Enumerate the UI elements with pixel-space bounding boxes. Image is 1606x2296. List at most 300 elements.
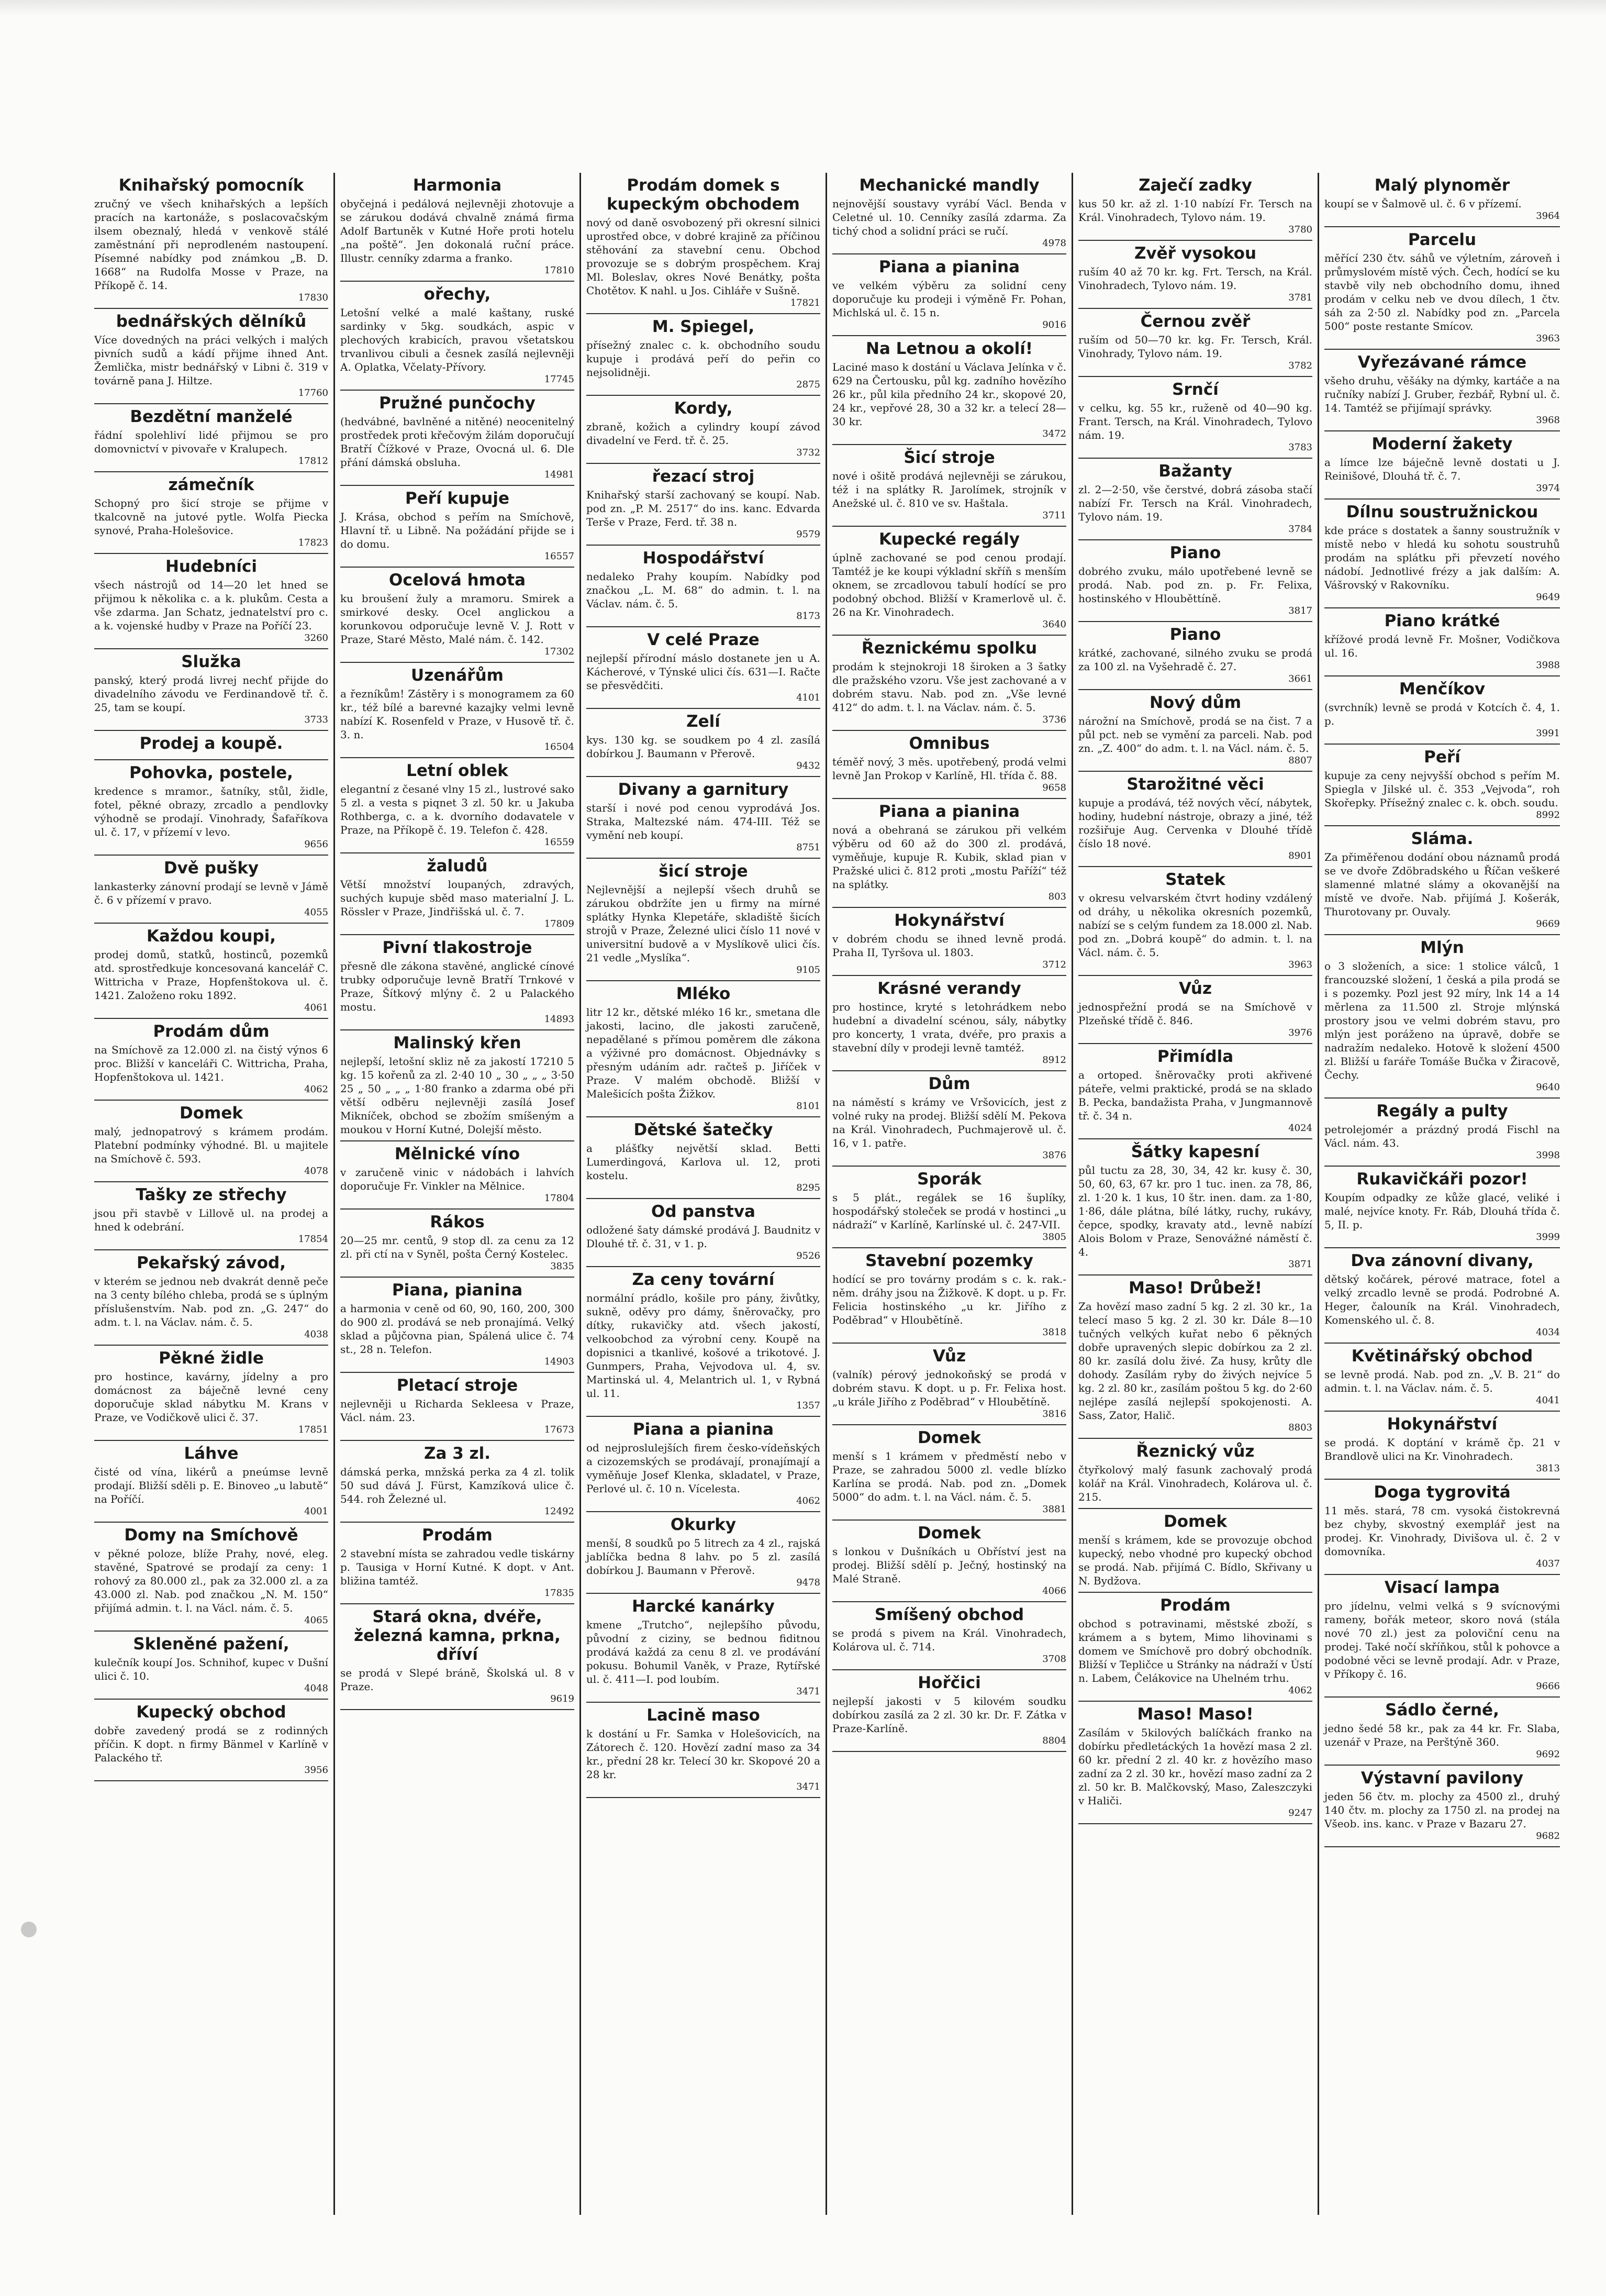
ad-heading: Dům: [928, 1074, 971, 1093]
ad-heading: Piano: [1169, 625, 1221, 644]
ad-body: se prodá s pivem na Král. Vinohradech, Kolárova ul. č. 714.: [832, 1627, 1066, 1653]
classified-ad: [832, 1071, 1066, 1167]
ad-body: úplně zachované se pod cenou prodají. Tamtéž je ke koupi výkladní skříň s menším oknem, se zrcadlovou tabulí hodící se pro podobný obchod. Bližší v Kramerlově ul. č. 26 na Kr. Vinohradech.: [832, 551, 1066, 618]
classified-ad: [1078, 377, 1312, 459]
ad-number: 3471: [796, 1686, 820, 1697]
ad-body: Více dovedných na práci velkých i malých pivních sudů a kádí přijme ihned Ant. Žemlička, mistr bednářský v Libni č. 319 v továrně pana J. Hiltze.: [94, 334, 328, 387]
ad-body: koupí se v Šalmově ul. č. 6 v přízemí.: [1324, 197, 1522, 210]
ad-number: 17812: [298, 456, 328, 467]
ad-number: 16504: [544, 741, 574, 752]
ad-number: 8912: [1042, 1055, 1066, 1066]
ad-heading: Hokynářství: [1387, 1415, 1498, 1434]
classified-ad: [1324, 1167, 1560, 1248]
ad-number: 3835: [550, 1261, 574, 1272]
ad-heading: Bezdětní manželé: [130, 407, 293, 426]
ad-body: nový od daně osvobozený při okresní silnici uprostřed obce, v dobré krajině za příčinou stěhování za stavební cenu. Obchod provozuje se s dobrým prospěchem. Kraj Ml. Boleslav, okres Nové Benátky, pošta Chotětov. K nahl. u Jos. Cihláře v Sušně.: [586, 216, 820, 297]
classified-ad: [1324, 676, 1560, 745]
ad-heading: Harcké kanárky: [632, 1597, 775, 1616]
ad-heading: Stavební pozemky: [865, 1251, 1033, 1270]
ad-number: 4041: [1536, 1395, 1560, 1406]
ad-number: 9478: [796, 1577, 820, 1588]
ad-number: 3991: [1536, 728, 1560, 739]
ad-body: půl tuctu za 28, 30, 34, 42 kr. kusy č. 30, 50, 60, 63, 67 kr. pro 1 tuc. inen. za 78, 86, zl. 1·20 k. 1 kus, 10 štr. inen. dam. za 1·80, 1·86, dále plátna, bílé látky, ruchy, rukávy, čepce, spodky, kravaty atd., levně nabízí Alois Bolom v Praze, Senovážné náměstí č. 4.: [1078, 1164, 1312, 1258]
classified-ad: [94, 1523, 328, 1632]
ad-body: prodám k stejnokroji 18 široken a 3 šatky dle pražského vzoru. Vše jest zachované a v dobrém stavu. Nab. pod zn. „Vše levné 412“ do adm. t. l. na Václav. nám. č. 5.: [832, 660, 1066, 714]
ad-number: 3998: [1536, 1150, 1560, 1161]
ad-body: normální prádlo, košile pro pány, živůtky, sukně, oděvy pro dámy, šněrovačky, pro dítky, rukavičky atd. všech jakostí, velkoobchod za výrobní ceny. Koupě na dopisnici a tkanlivé, košové a trikotové. J. Gunmpers, Praha, Vejvodova ul. 4, sv. Martinská ul. 4, Melantrich ul. 1, v Rybná ul. 11.: [586, 1292, 820, 1400]
classified-ad: [832, 1521, 1066, 1602]
ad-body: se prodá. K doptání v krámě čp. 21 v Brandlově ulici na Kr. Vinohradech.: [1324, 1436, 1560, 1462]
ad-heading: Statek: [1165, 870, 1225, 889]
ad-body: menší s krámem, kde se provozuje obchod kupecký, nebo vhodné pro kupecký obchod se prodá. Nab. přijímá C. Bídlo, Skřivany u N. Bydžova.: [1078, 1534, 1312, 1587]
classified-ad: [1078, 540, 1312, 622]
ad-heading: Řeznickému spolku: [861, 639, 1038, 658]
ad-body: a harmonia v ceně od 60, 90, 160, 200, 300 do 900 zl. prodává se neb pronajímá. Velký sklad a půjčovna pian, Spálená ulice č. 74 st., 28 n. Telefon.: [340, 1302, 574, 1356]
ad-number: 4978: [1042, 238, 1066, 249]
ad-number: 3816: [1042, 1408, 1066, 1419]
ad-body: kde práce s dostatek a šanny soustružník v místě nebo v hledá ku sohotu soustruhů prodám na splátku při převzetí nového nádobí. Jednotlivé frézy a jak dalším: A. Vášrovský v Rakovníku.: [1324, 524, 1560, 591]
classified-ad: [586, 1199, 820, 1267]
ad-heading: Za ceny tovární: [632, 1270, 775, 1289]
ad-number: 8992: [1536, 809, 1560, 820]
classified-ad: [832, 254, 1066, 336]
ad-body: lankasterky zánovní prodají se levně v Jámě č. 6 v přízemí v pravo.: [94, 880, 328, 906]
ad-body: nová a obehraná se zárukou při velkém výběru od 60 až do 300 zl. prodává, vyměňuje, kupuje R. Kubik, sklad pian v Pražské ulici č. 812 proti „mostu Paříží“ též na splátky.: [832, 824, 1066, 891]
ad-body: litr 12 kr., dětské mléko 16 kr., smetana dle jakosti, lacino, dle jakosti zaručeně, nepadělané s přímou poměrem dle zákona a výživné pro domácnost. Objednávky s přesným udáním adr. račteš p. Jiříček v Praze. V malém obchodě. Bližší v Malešicích pošta Žižkov.: [586, 1006, 820, 1100]
ad-heading: Vyřezávané rámce: [1357, 353, 1527, 372]
ad-number: 17835: [544, 1588, 574, 1599]
ad-number: 9526: [796, 1250, 820, 1261]
classified-ad: [94, 760, 328, 856]
ad-number: 4101: [796, 692, 820, 703]
ad-heading: Přimídla: [1157, 1047, 1234, 1066]
ad-heading: Piana, pianina: [392, 1281, 523, 1300]
ad-heading: Sporák: [917, 1170, 982, 1189]
classified-ad: [586, 173, 820, 314]
ad-number: 9692: [1536, 1749, 1560, 1760]
ad-number: 3711: [1042, 510, 1066, 521]
classified-ad: [1324, 1099, 1560, 1167]
classified-ad: [586, 709, 820, 777]
column-6: [1319, 173, 1565, 2215]
ad-number: 3708: [1042, 1654, 1066, 1665]
newspaper-classifieds-page: [89, 173, 1565, 2215]
ad-body: s lonkou v Dušníkách u Obříství jest na prodej. Bližší sdělí p. Ječný, hostinský na Malé Straně.: [832, 1545, 1066, 1585]
ad-number: 9666: [1536, 1681, 1560, 1692]
classified-ad: [1324, 173, 1560, 227]
ad-heading: Hořčici: [918, 1673, 981, 1692]
ad-body: nejlepší, letošní skliz ně za jakostí 17210 5 kg. 15 kořenů za zl. 2·40 10 „ 30 „ „ „ 3·50 25 „ 50 „ „ „ 1·80 franko a zdarma obé při větší odběru nejlevněji zasílá Josef Mikníček, obchod se zbožím smíšeným a moukou v Horní Kutné, Dolejší město.: [340, 1055, 574, 1136]
ad-body: kys. 130 kg. se soudkem po 4 zl. zasílá dobírkou J. Baumann v Přerově.: [586, 734, 820, 760]
classified-ad: [1324, 1698, 1560, 1766]
ad-body: prodej domů, statků, hostinců, pozemků atd. sprostředkuje koncesovaná kancelář C. Wittricha v Praze, Hopfenštokova ul. č. 1421. Založeno roku 1892.: [94, 948, 328, 1002]
ad-body: nejlevněji u Richarda Sekleesa v Praze, Václ. nám. 23.: [340, 1397, 574, 1424]
ad-number: 4062: [1288, 1685, 1312, 1696]
ad-heading: Domek: [1164, 1512, 1227, 1531]
ad-number: 16557: [544, 551, 574, 562]
classified-ad: [1078, 309, 1312, 377]
ad-heading: ořechy,: [423, 285, 491, 304]
classified-ad: [340, 282, 574, 391]
ad-number: 14903: [544, 1356, 574, 1367]
classified-ad: [832, 1344, 1066, 1425]
ad-heading: Harmonia: [412, 176, 502, 195]
ad-heading: Šátky kapesní: [1131, 1143, 1260, 1161]
ad-number: 4062: [796, 1495, 820, 1506]
ad-heading: Vůz: [933, 1347, 966, 1366]
ad-body: jednospřežní prodá se na Smíchově v Plzeňské třídě č. 846.: [1078, 1001, 1312, 1027]
ad-number: 3784: [1288, 524, 1312, 535]
ad-number: 3661: [1288, 673, 1312, 684]
classified-ad: [340, 1523, 574, 1604]
ad-number: 17673: [544, 1424, 574, 1435]
classified-ad: [1324, 431, 1560, 500]
classified-ad: [1078, 459, 1312, 540]
ad-body: ruším od 50—70 kr. kg. Fr. Tersch, Král. Vinohrady, Tylovo nám. 19.: [1078, 334, 1312, 360]
ad-heading: Výstavní pavilony: [1360, 1769, 1524, 1788]
ad-body: nejlepší jakosti v 5 kilovém soudku dobírkou zasílá za 2 zl. 30 kr. Dr. F. Zátka v Praze-Karlíně.: [832, 1695, 1066, 1735]
ad-number: 9432: [796, 760, 820, 771]
ad-heading: Domek: [918, 1524, 981, 1543]
ad-body: nejnovější soustavy vyrábí Václ. Benda v Celetné ul. 10. Cenníky zasílá zdarma. Za tichý chod a solidní práci se ručí.: [832, 197, 1066, 237]
ad-number: 9649: [1536, 592, 1560, 603]
ad-body: Letošní velké a malé kaštany, ruské sardinky v 5kg. soudkách, aspic v plechových krabicích, pravou všetatskou trvanlivou cibuli a česnek zasílá nejlevněji A. Oplatka, Včelaty-Přívory.: [340, 306, 574, 373]
classified-ad: [340, 486, 574, 568]
ad-heading: Divany a garnitury: [618, 780, 789, 799]
ad-body: nejlepší přírodní máslo dostanete jen u A. Kácherové, v Týnské ulici čís. 631—I. Račte se přesvědčiti.: [586, 652, 820, 692]
ad-body: kus 50 kr. až zl. 1·10 nabízí Fr. Tersch na Král. Vinohradech, Tylovo nám. 19.: [1078, 197, 1312, 224]
ad-heading: Kupecký obchod: [136, 1703, 286, 1722]
ad-body: ku broušení žuly a mramoru. Smirek a smirkové desky. Ocel anglickou a korunkovou odporučuje levně V. J. Rott v Praze, Staré Město, Malé nám. č. 142.: [340, 592, 574, 646]
ad-body: Nejlevnější a nejlepší všech druhů se zárukou obdržíte jen u firmy na mírné splátky Hynka Klepetáře, skladiště šicích strojů v Praze, Železné ulici číslo 11 nové v universitní budově a v Myslíkově ulici čís. 21 vedle „Myslíka“.: [586, 883, 820, 964]
classified-ad: [586, 859, 820, 981]
ad-heading: Omnibus: [909, 734, 990, 753]
classified-ad: [832, 1425, 1066, 1521]
ad-body: zbraně, kožich a cylindry koupí závod divadelní ve Ferd. tř. č. 25.: [586, 420, 820, 447]
ad-heading: Pěkné židle: [159, 1349, 264, 1368]
classified-ad: [586, 396, 820, 464]
ad-heading: Letní oblek: [406, 761, 508, 780]
classified-ad: [586, 1117, 820, 1199]
ad-body: (valník) pérový jednokoňský se prodá v dobrém stavu. K dopt. u p. Fr. Felixa host. „u krále Jiřího z Poděbrad“ v Hloubětíně.: [832, 1368, 1066, 1408]
ad-number: 3732: [796, 447, 820, 458]
ad-number: 8803: [1288, 1422, 1312, 1433]
ad-heading: Tašky ze střechy: [136, 1185, 287, 1204]
classified-ad: [94, 173, 328, 309]
classified-ad: [1324, 826, 1560, 935]
ad-heading: Pohovka, postele,: [129, 763, 293, 782]
ad-heading: Kordy,: [674, 399, 733, 418]
ad-heading: Doga tygrovitá: [1374, 1483, 1511, 1502]
classified-ad: [832, 445, 1066, 527]
ad-heading: Služka: [181, 652, 241, 671]
ad-heading: Hudebníci: [165, 557, 258, 576]
ad-heading: Starožitné věci: [1127, 775, 1264, 794]
ad-heading: Lacině maso: [646, 1706, 760, 1725]
column-1: [89, 173, 335, 2215]
ad-body: 2 stavební místa se zahradou vedle tiskárny p. Tausiga v Horní Kutné. K dopt. v Ant. bližina tamtéž.: [340, 1547, 574, 1587]
classified-ad: [94, 554, 328, 649]
ad-number: 3712: [1042, 959, 1066, 970]
ad-body: pro jídelnu, velmi velká s 9 svícnovými rameny, bořák meteor, skoro nová (stála nové 70 zl.) jest za poloviční cenu na prodej. Také nočí skříňkou, stůl k pohovce a podobné věci se levně prodají. Adr. v Praze, v Příkopy č. 16.: [1324, 1600, 1560, 1680]
classified-ad: [832, 336, 1066, 445]
classified-ad: [1078, 1439, 1312, 1509]
ad-number: 4034: [1536, 1327, 1560, 1338]
ad-heading: Od panstva: [651, 1202, 755, 1221]
classified-ad: [586, 777, 820, 859]
classified-ad: [832, 173, 1066, 254]
classified-ad: [340, 391, 574, 486]
classified-ad: [94, 1700, 328, 1781]
ad-number: 3974: [1536, 483, 1560, 494]
ad-heading: V celé Praze: [647, 630, 760, 649]
classified-ad: [1324, 1766, 1560, 1847]
classified-ad: [340, 663, 574, 758]
ad-number: 4062: [304, 1084, 328, 1095]
punch-hole-mark: [21, 1922, 37, 1937]
classified-ad: [340, 1141, 574, 1210]
ad-body: od nejproslulejších firem česko-vídeňských a cizozemských se prodávají, pronajímají a vyměňuje Josef Klenka, skladatel, v Praze, Perlové ul. č. 10 n. Vícelesta.: [586, 1441, 820, 1495]
ad-heading: Řeznický vůz: [1136, 1442, 1255, 1461]
ad-heading: Zelí: [686, 712, 720, 731]
ad-number: 1357: [796, 1400, 820, 1411]
ad-heading: Mělnické víno: [394, 1145, 520, 1163]
ad-heading: zámečník: [168, 475, 254, 494]
ad-number: 4038: [304, 1329, 328, 1340]
classified-ad: [1324, 1575, 1560, 1698]
ad-body: v zaručeně vinic v nádobách i lahvích doporučuje Fr. Vinkler na Mělnice.: [340, 1166, 574, 1192]
ad-body: ve velkém výběru za solidní ceny doporučuje ku prodeji i výměně Fr. Pohan, Michlská ul. č. 15 n.: [832, 279, 1066, 319]
ad-body: v pěkné poloze, blíže Prahy, nové, eleg. stavěné, Spatrové se prodají za ceny: 1 rohový za 80.000 zl., pak za 32.000 zl. a za 43.000 zl. Nab. pod značkou „N. M. 150“ přijímá admin. t. l. na Václ. nám. č. 5.: [94, 1547, 328, 1614]
column-2: [335, 173, 581, 2215]
ad-body: o 3 složeních, a sice: 1 stolice válců, 1 francouzské složení, 1 česká a pila prodá se i s pozemky. Pozl jest 92 míry, lnk 14 a 14 měrlena za 11.500 zl. Stroje mlýnská prostory jsou ve velmi dobrém stavu, pro mlýn jest poráženo na úpravě, dobře se nadražím nedaleko. Hotově k složení 4500 zl. Bližší u faráře Tomáše Bučka v Žiracově, Čechy.: [1324, 960, 1560, 1081]
ad-heading: Maso! Drůbež!: [1129, 1279, 1262, 1297]
ad-heading: Květinářský obchod: [1351, 1347, 1533, 1366]
ad-number: 3260: [304, 633, 328, 644]
ad-body: s 5 plát., regálek se 16 šuplíky, hospodářský stoleček se prodá v hostinci „u nádraží“ v Karlíně, Karlínské ul. č. 247-VII.: [832, 1191, 1066, 1231]
ad-heading: Rákos: [430, 1213, 485, 1232]
ad-number: 3640: [1042, 619, 1066, 630]
ad-body: Schopný pro šicí stroje se přijme v tkalcovně na jutové pytle. Wolfa Piecka synové, Praha-Holešovice.: [94, 497, 328, 537]
ad-heading: Mlýn: [1420, 938, 1464, 957]
ad-number: 17821: [790, 297, 820, 308]
ad-heading: Za 3 zl.: [424, 1444, 490, 1463]
ad-body: 20—25 mr. centů, 9 stop dl. za cenu za 12 zl. při ctí na v Syněl, pošta Černý Kostelec.: [340, 1234, 574, 1260]
ad-heading: Skleněné pažení,: [133, 1635, 289, 1654]
ad-number: 9658: [1042, 782, 1066, 793]
ad-number: 3956: [304, 1765, 328, 1776]
column-5: [1073, 173, 1319, 2215]
ad-number: 4055: [304, 907, 328, 918]
ad-body: jedno šedé 58 kr., pak za 44 kr. Fr. Slaba, uzenář v Praze, na Perštýně 360.: [1324, 1722, 1560, 1748]
ad-number: 9247: [1288, 1807, 1312, 1818]
ad-body: pro hostince, kryté s letohrádkem nebo hudební a divadelní scénou, sály, nábytky pro koncerty, 1 vrata, dvéře, pro praxis a stavební díly v prodeji levně tamtéž.: [832, 1001, 1066, 1054]
ad-number: 9640: [1536, 1082, 1560, 1093]
ad-heading: Smíšený obchod: [874, 1605, 1024, 1624]
ad-body: všeho druhu, věšáky na dýmky, kartáče a na ručníky nabízí J. Gruber, řezbář, Rybní ul. č. 14. Tamtéž se přijímají správky.: [1324, 374, 1560, 414]
ad-body: dobře zavedený prodá se z rodinných příčin. K dopt. n firmy Bänmel v Karlíně v Palackého tř.: [94, 1724, 328, 1764]
ad-heading: Visací lampa: [1384, 1578, 1500, 1597]
ad-body: obyčejná i pedálová nejlevněji zhotovuje a se zárukou dodává chvalně známá firma Adolf Bartuněk v Kutné Hoře proti hotelu „na poště“. Jen dokonalá ruční práce. Illustr. cenníky zdarma a franko.: [340, 197, 574, 264]
ad-heading: Dva zánovní divany,: [1351, 1251, 1534, 1270]
ad-heading: Kupecké regály: [879, 530, 1020, 549]
ad-number: 17854: [298, 1234, 328, 1245]
ad-number: 3964: [1536, 210, 1560, 221]
ad-body: v okresu velvarském čtvrt hodiny vzdálený od dráhy, u několika okresních pozemků, nabízí se s celým fundem za 18.000 zl. Nab. pod zn. „Dobrá koupě“ do admin. t. l. na Václ. nám. č. 5.: [1078, 892, 1312, 959]
ad-number: 3782: [1288, 360, 1312, 371]
ad-number: 17830: [298, 292, 328, 303]
ad-heading: Domek: [180, 1104, 243, 1123]
ad-body: krátké, zachované, silného zvuku se prodá za 100 zl. na Vyšehradě č. 27.: [1078, 647, 1312, 673]
classified-ad: [1324, 608, 1560, 676]
ad-body: 11 měs. stará, 78 cm. vysoká čistokrevná bez chyby, skvostný exemplář jest na prodej. Kr. Vinohrady, Divišova ul. č. 2 v domovníka.: [1324, 1504, 1560, 1558]
ad-heading: Okurky: [670, 1515, 737, 1534]
classified-ad: [94, 924, 328, 1019]
ad-body: téměř nový, 3 měs. upotřebený, prodá velmi levně Jan Prokop v Karlíně, Hl. třída č. 88.: [832, 756, 1066, 782]
ad-number: 9016: [1042, 319, 1066, 330]
ad-heading: Láhve: [184, 1444, 239, 1463]
ad-number: 17809: [544, 918, 574, 929]
classified-ad: [94, 472, 328, 554]
ad-number: 14893: [544, 1014, 574, 1025]
ad-body: čisté od vína, likérů a pneúmse levně prodají. Bližší sděli p. E. Binoveo „u labutě“ na Poříčí.: [94, 1466, 328, 1505]
classified-ad: [586, 981, 820, 1117]
ad-body: Za přiměřenou dodání obou náznamů prodá se ve dvoře Zdöbradského u Říčan veškeré slamenné mlatné slámy a okovanější na místě ve dvoře. Nab. přijímá J. Košerák, Thurotovany pr. Ouvaly.: [1324, 851, 1560, 918]
ad-number: 9579: [796, 529, 820, 540]
ad-body: dámská perka, mnžská perka za 4 zl. tolik 50 sud dává J. Fürst, Kamzíková ulice č. 544. roh Železné ul.: [340, 1466, 574, 1505]
classified-ad: [832, 1248, 1066, 1344]
ad-number: 17760: [298, 387, 328, 398]
ad-heading: Uzenářům: [411, 666, 504, 685]
ad-heading: Malinský křen: [393, 1034, 521, 1052]
ad-body: hodící se pro továrny prodám s c. k. rak.-něm. dráhy jsou na Žižkově. K dopt. u p. Fr. Felicia hostinského „u kr. Jiřího z Poděbrad“ v Hloubětíně.: [832, 1273, 1066, 1326]
ad-body: petrolejomér a prázdný prodá Fischl na Václ. nám. 43.: [1324, 1123, 1560, 1149]
ad-number: 3781: [1288, 292, 1312, 303]
ad-heading: Srnčí: [1172, 380, 1219, 399]
ad-heading: Pivní tlakostroje: [382, 938, 532, 957]
ad-body: v celku, kg. 55 kr., ruženě od 40—90 kg. Frant. Tersch, na Král. Vinohradech, Tylovo nám. 19.: [1078, 402, 1312, 441]
classified-ad: [586, 1512, 820, 1594]
ad-number: 4024: [1288, 1123, 1312, 1134]
ad-body: elegantní z česané vlny 15 zl., lustrové sako 5 zl. a vesta s piqnet 3 zl. 50 kr. u Jakuba Rothberga, c. a k. dvorního dodavatele v Praze, na Příkopě č. 19. Telefon č. 428.: [340, 783, 574, 836]
page-top-edge: [0, 0, 1606, 16]
classified-ad: [1078, 1593, 1312, 1702]
ad-number: 9656: [304, 839, 328, 850]
ad-number: 3963: [1536, 333, 1560, 344]
ad-body: křížové prodá levně Fr. Mošner, Vodičkova ul. 16.: [1324, 633, 1560, 659]
ad-heading: Prodám: [422, 1526, 493, 1545]
classified-ad: [340, 1210, 574, 1278]
ad-number: 3813: [1536, 1463, 1560, 1474]
classified-ad: [1078, 1702, 1312, 1824]
ad-number: 4066: [1042, 1585, 1066, 1596]
ad-number: 8804: [1042, 1735, 1066, 1746]
ad-heading: Ocelová hmota: [388, 571, 526, 590]
ad-number: 16559: [544, 837, 574, 848]
ad-number: 8751: [796, 842, 820, 853]
ad-heading: Nový dům: [1149, 693, 1241, 712]
classified-ad: [832, 731, 1066, 799]
ad-body: v kterém se jednou neb dvakrát denně peče na 3 centy bílého chleba, prodá se s úplným příslušenstvím. Nab. pod zn. „G. 247“ do adm. t. l. na Václav. nám. č. 5.: [94, 1275, 328, 1328]
ad-number: 9669: [1536, 918, 1560, 929]
classified-ad: [1324, 227, 1560, 350]
ad-number: 3783: [1288, 442, 1312, 453]
classified-ad: [1078, 241, 1312, 309]
ad-number: 17810: [544, 265, 574, 276]
ad-heading: Rukavičkáři pozor!: [1356, 1170, 1528, 1189]
classified-ad: [586, 464, 820, 546]
classified-ad: [586, 627, 820, 709]
ad-body: dobrého zvuku, málo upotřebené levně se prodá. Nab. pod zn. p. Fr. Felixa, hostinského v Hlouběttíně.: [1078, 565, 1312, 605]
ad-body: zl. 2—2·50, vše čerstvé, dobrá zásoba stačí nabízí Fr. Tersch na Král. Vinohradech, Tylovo nám. 19.: [1078, 483, 1312, 523]
ad-body: na náměstí s krámy ve Vršovicích, jest z volné ruky na prodej. Bližší sdělí M. Pekova na Král. Vinohradech, Puchmajerově ul. č. 16, v 1. patře.: [832, 1096, 1066, 1149]
ad-heading: Mléko: [676, 984, 731, 1003]
ad-body: odložené šaty dámské prodává J. Baudnitz v Dlouhé tř. č. 31, v 1. p.: [586, 1224, 820, 1250]
classified-ad: [586, 546, 820, 627]
ad-heading: Stará okna, dvéře, železná kamna, prkna, dříví: [354, 1607, 561, 1664]
classified-ad: [1078, 1509, 1312, 1593]
ad-number: 8173: [796, 611, 820, 622]
ad-heading: Prodám dům: [153, 1022, 270, 1041]
classified-ad: [586, 1703, 820, 1798]
ad-body: Laciné maso k dostání u Václava Jelínka v č. 629 na Čertousku, půl kg. zadního hovězího 26 kr., půl kila předního 24 kr., skopové 20, 24 kr., vepřové 28, 30 a 32 kr. a telecí 28—30 kr.: [832, 361, 1066, 428]
classified-ad: [586, 1267, 820, 1417]
ad-body: na Smíchově za 12.000 zl. na čistý výnos 6 proc. Bližší v kanceláři C. Wittricha, Praha, Hopfenštokova ul. 1421.: [94, 1044, 328, 1083]
ad-heading: Parcelu: [1408, 230, 1477, 249]
classified-ad: [1078, 622, 1312, 690]
ad-heading: Prodej a koupě.: [139, 734, 283, 753]
classified-ad: [94, 1182, 328, 1250]
classified-ad: [586, 1594, 820, 1703]
ad-number: 8295: [796, 1182, 820, 1193]
classified-ad: [1078, 1044, 1312, 1139]
ad-heading: Zaječí zadky: [1139, 176, 1252, 195]
ad-heading: Regály a pulty: [1376, 1102, 1508, 1121]
ad-number: 14981: [544, 469, 574, 480]
ad-body: a řezníkům! Zástěry i s monogramem za 60 kr., též bílé a barevné kazajky velmi levně nabízí K. Rosenfeld v Praze, v Husově tř. č. 3. n.: [340, 687, 574, 741]
ad-body: ruším 40 až 70 kr. kg. Frt. Tersch, na Král. Vinohradech, Tylovo nám. 19.: [1078, 265, 1312, 292]
ad-number: 17302: [544, 646, 574, 657]
ad-number: 17804: [544, 1193, 574, 1204]
classified-ad: [340, 568, 574, 663]
classified-ad: [94, 1632, 328, 1700]
ad-number: 8807: [1288, 755, 1312, 766]
ad-number: 4065: [304, 1615, 328, 1626]
ad-heading: Dílnu soustružnickou: [1346, 503, 1538, 522]
ad-body: jeden 56 čtv. m. plochy za 4500 zl., druhý 140 čtv. m. plochy za 1750 zl. na prodej na Všeob. ins. kanc. v Praze v Bazaru 27.: [1324, 1790, 1560, 1830]
ad-heading: Krásné verandy: [877, 979, 1021, 998]
ad-heading: Moderní žakety: [1371, 435, 1513, 453]
ad-heading: Knihařský pomocník: [118, 176, 304, 195]
ad-number: 3871: [1288, 1259, 1312, 1270]
ad-heading: Mechanické mandly: [859, 176, 1040, 195]
classified-ad: [1078, 173, 1312, 241]
ad-number: 3780: [1288, 224, 1312, 235]
ad-body: jsou při stavbě v Lillově ul. na prodej a hned k odebrání.: [94, 1207, 328, 1233]
ad-number: 4001: [304, 1506, 328, 1517]
ad-number: 3818: [1042, 1327, 1066, 1338]
ad-number: 3999: [1536, 1232, 1560, 1243]
columns-container: [89, 173, 1565, 2215]
classified-ad: [586, 314, 820, 396]
ad-number: 4048: [304, 1683, 328, 1694]
ad-number: 8901: [1288, 850, 1312, 861]
ad-body: se prodá v Slepé bráně, Školská ul. 8 v Praze.: [340, 1667, 574, 1693]
ad-body: nedaleko Prahy koupím. Nabídky pod značkou „L. M. 68“ do admin. t. l. na Václav. nám. č. 5.: [586, 570, 820, 610]
ad-body: zručný ve všech knihařských a lepších pracích na kartonáže, s poslacovačským ilsem obeznalý, hledá v venkově stálé zaměstnání při neprodleném nastoupení. Písemné nabídky pod známkou „B. D. 1668“ na Rudolfa Mosse v Praze, na Příkopě č. 14.: [94, 197, 328, 292]
ad-heading: Peří kupuje: [405, 489, 510, 508]
classified-ad: [94, 1346, 328, 1441]
